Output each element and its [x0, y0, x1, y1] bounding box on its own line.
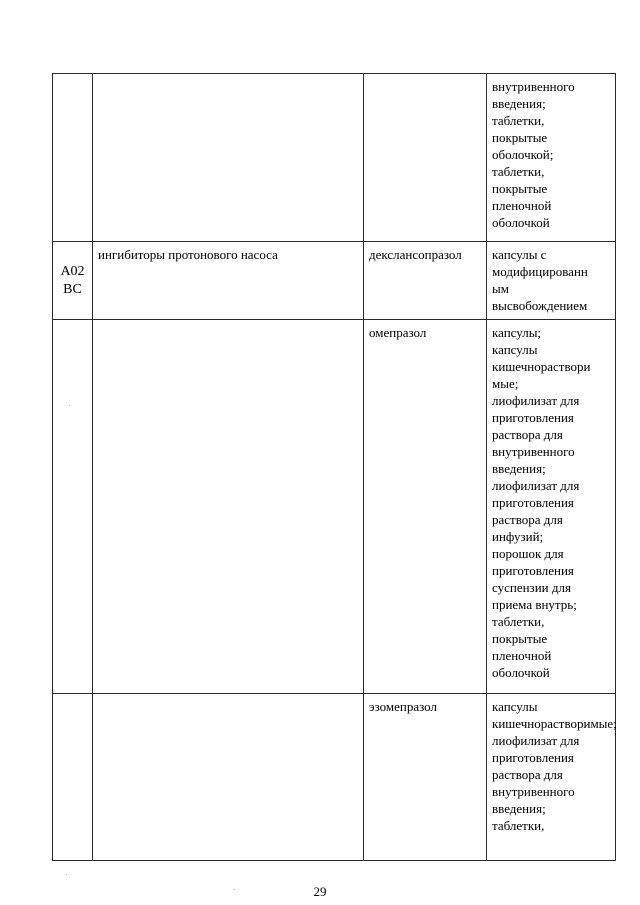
dosage-form-line: раствора для: [492, 427, 563, 442]
group-cell: [93, 320, 364, 694]
atc-code-cell: [53, 320, 93, 694]
dosage-form-line: капсулы: [492, 342, 538, 357]
dosage-forms-cell: [487, 320, 616, 694]
dosage-form-line: капсулы;: [492, 325, 542, 340]
dosage-form-line: модифицированн: [492, 264, 588, 279]
group-cell: [93, 74, 364, 242]
dosage-form-line: таблетки,: [492, 614, 545, 629]
dosage-form-line: оболочкой;: [492, 147, 554, 162]
dosage-form-line: покрытые: [492, 130, 548, 145]
drug-name-cell: декслансопразол: [364, 242, 487, 320]
dosage-form-line: порошок для: [492, 546, 564, 561]
dosage-form-line: ым: [492, 281, 509, 296]
dosage-form-line: приготовления: [492, 563, 574, 578]
table-row: [53, 242, 616, 320]
atc-code-line: BC: [63, 281, 82, 297]
dosage-form-line: внутривенного: [492, 79, 575, 94]
dosage-form-line: суспензии для: [492, 580, 571, 595]
dosage-form-line: введения;: [492, 96, 546, 111]
dosage-form-line: приготовления: [492, 410, 574, 425]
dosage-form-line: высвобождением: [492, 298, 588, 313]
dosage-form-line: лиофилизат для: [492, 478, 580, 493]
group-cell: [93, 694, 364, 861]
dosage-form-line: таблетки,: [492, 818, 545, 833]
dosage-form-line: капсулы: [492, 699, 538, 714]
dosage-form-line: приема внутрь;: [492, 597, 577, 612]
dosage-form-line: капсулы с: [492, 247, 547, 262]
dosage-form-line: оболочкой: [492, 665, 550, 680]
dosage-form-line: внутривенного: [492, 784, 575, 799]
scan-speck: [66, 874, 67, 875]
table-row: [53, 74, 616, 242]
dosage-forms-cell: [487, 694, 616, 861]
dosage-form-line: введения;: [492, 801, 546, 816]
table-row: [53, 694, 616, 861]
dosage-form-line: мые;: [492, 376, 519, 391]
drug-name-cell: эзомепразол: [364, 694, 487, 861]
dosage-forms-cell: [487, 242, 616, 320]
table-row: [53, 320, 616, 694]
dosage-form-line: инфузий;: [492, 529, 544, 544]
dosage-form-line: приготовления: [492, 495, 574, 510]
drug-table-body: [53, 74, 616, 861]
dosage-form-line: введения;: [492, 461, 546, 476]
dosage-form-line: лиофилизат для: [492, 393, 580, 408]
atc-code-cell: [53, 242, 93, 320]
dosage-form-line: покрытые: [492, 181, 548, 196]
dosage-form-line: раствора для: [492, 512, 563, 527]
dosage-form-line: лиофилизат для: [492, 733, 580, 748]
dosage-form-line: раствора для: [492, 767, 563, 782]
drug-name-cell: омепразол: [364, 320, 487, 694]
dosage-form-line: оболочкой: [492, 215, 550, 230]
drug-name-cell: [364, 74, 487, 242]
group-cell: ингибиторы протонового насоса: [93, 242, 364, 320]
atc-code-cell: [53, 74, 93, 242]
dosage-form-line: таблетки,: [492, 164, 545, 179]
dosage-form-line: пленочной: [492, 198, 552, 213]
dosage-forms-cell: [487, 74, 616, 242]
dosage-form-line: таблетки,: [492, 113, 545, 128]
dosage-form-line: внутривенного: [492, 444, 575, 459]
dosage-form-line: покрытые: [492, 631, 548, 646]
atc-code-line: A02: [60, 263, 85, 279]
scan-speck: [69, 405, 70, 406]
atc-code-cell: [53, 694, 93, 861]
dosage-form-line: кишечнорастворимые;: [492, 716, 617, 731]
dosage-form-line: пленочной: [492, 648, 552, 663]
page-number: 29: [313, 884, 327, 899]
dosage-form-line: кишечнораствори: [492, 359, 591, 374]
drug-table: [52, 73, 616, 861]
dosage-form-line: приготовления: [492, 750, 574, 765]
